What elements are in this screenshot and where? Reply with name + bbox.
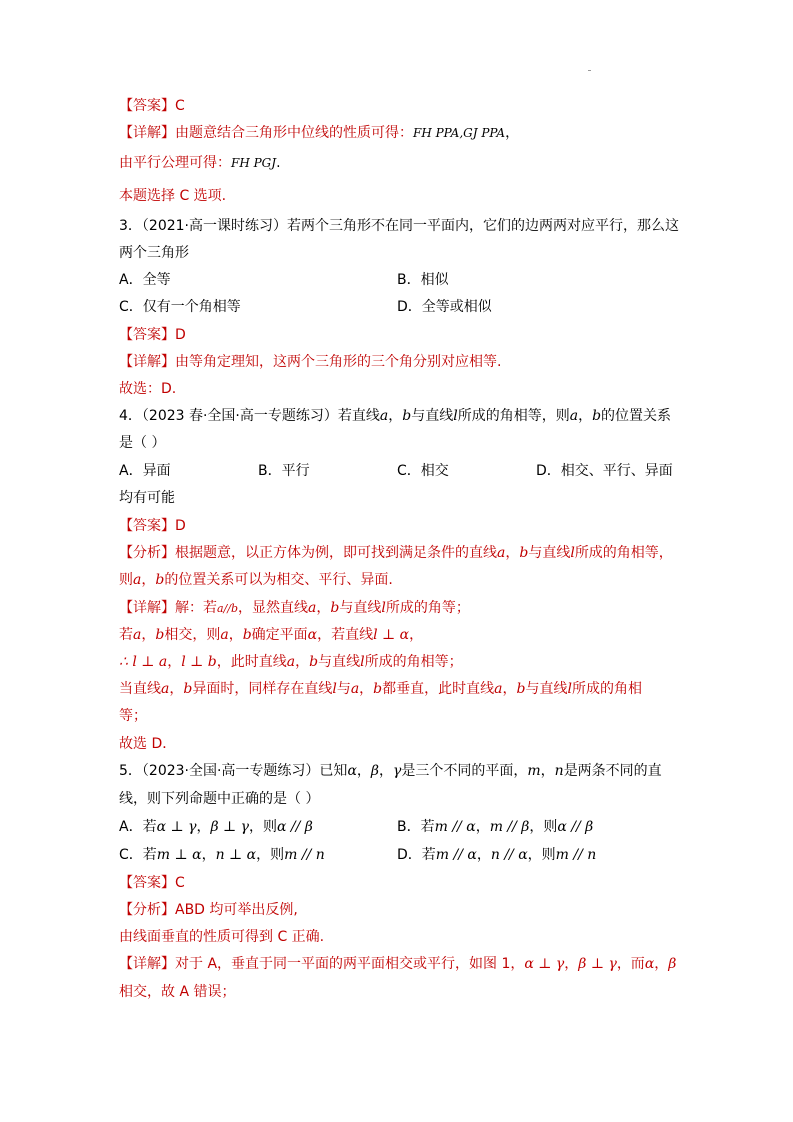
q4-detail-line2: 若a，b相交，则a，b确定平面α，若直线l ⊥ α，: [119, 627, 424, 643]
q4-analysis-line2: 则a，b的位置关系可以为相交、平行、异面.: [119, 572, 393, 588]
q4-option-a: A．异面: [119, 463, 171, 479]
q5-answer: 【答案】C: [119, 875, 185, 891]
q4-option-d-cont: 均有可能: [119, 490, 175, 506]
q5-detail-line1: 【详解】对于 A，垂直于同一平面的两平面相交或平行，如图 1，α ⊥ γ，β ⊥ γ，而α，β: [119, 956, 677, 972]
q5-option-c: C．若m ⊥ α，n ⊥ α，则m // n: [119, 847, 325, 863]
q4-option-d: D．相交、平行、异面: [536, 463, 673, 479]
q5-option-a: A．若α ⊥ γ，β ⊥ γ，则α // β: [119, 819, 313, 835]
q3-answer: 【答案】D: [119, 327, 186, 343]
q4-answer: 【答案】D: [119, 518, 186, 534]
q2-detail-line1: 【详解】由题意结合三角形中位线的性质可得：FH PPA,GJ PPA，: [119, 125, 520, 141]
q4-detail-line5: 等；: [119, 708, 147, 724]
q5-stem-line1: 5．（2023·全国·高一专题练习）已知α，β，γ是三个不同的平面，m，n是两条不同的直: [119, 763, 662, 779]
q4-detail-line4: 当直线a，b异面时，同样存在直线l与a，b都垂直，此时直线a，b与直线l所成的角相: [119, 681, 642, 697]
q3-stem-line1: 3．（2021·高一课时练习）若两个三角形不在同一平面内，它们的边两两对应平行，那么这: [119, 218, 679, 234]
q2-detail-line2: 由平行公理可得：FH PGJ.: [119, 155, 281, 171]
q3-conclusion: 故选：D.: [119, 381, 177, 397]
q4-option-c: C．相交: [397, 463, 449, 479]
q4-stem-line1: 4．（2023 春·全国·高一专题练习）若直线a，b与直线l所成的角相等，则a，b的位置关系: [119, 408, 672, 424]
q2-conclusion: 本题选择 C 选项.: [119, 188, 227, 204]
q3-option-d: D．全等或相似: [397, 299, 492, 315]
q4-detail-line1: 【详解】解：若a//b，显然直线a，b与直线l所成的角等；: [119, 600, 470, 616]
q5-option-b: B．若m // α，m // β，则α // β: [397, 819, 594, 835]
q2-answer: 【答案】C: [119, 98, 185, 114]
q5-stem-line2: 线，则下列命题中正确的是（ ）: [119, 791, 320, 807]
q4-analysis-line1: 【分析】根据题意，以正方体为例，即可找到满足条件的直线a，b与直线l所成的角相等，: [119, 545, 673, 561]
q3-stem-line2: 两个三角形: [119, 245, 189, 261]
q3-option-a: A．全等: [119, 272, 171, 288]
q5-option-d: D．若m // α，n // α，则m // n: [397, 847, 597, 863]
q5-analysis-line2: 由线面垂直的性质可得到 C 正确.: [119, 929, 325, 945]
corner-mark: [588, 70, 591, 71]
q5-analysis-line1: 【分析】ABD 均可举出反例,: [119, 902, 298, 918]
q4-conclusion: 故选 D．: [119, 736, 177, 752]
q3-detail: 【详解】由等角定理知，这两个三角形的三个角分别对应相等.: [119, 354, 502, 370]
q4-stem-line2: 是（ ）: [119, 435, 166, 451]
q3-option-b: B．相似: [397, 272, 449, 288]
q5-detail-line2: 相交，故 A 错误；: [119, 984, 236, 1000]
q4-detail-line3: ∴ l ⊥ a，l ⊥ b，此时直线a，b与直线l所成的角相等；: [119, 654, 463, 670]
q4-option-b: B．平行: [258, 463, 310, 479]
q3-option-c: C．仅有一个角相等: [119, 299, 241, 315]
